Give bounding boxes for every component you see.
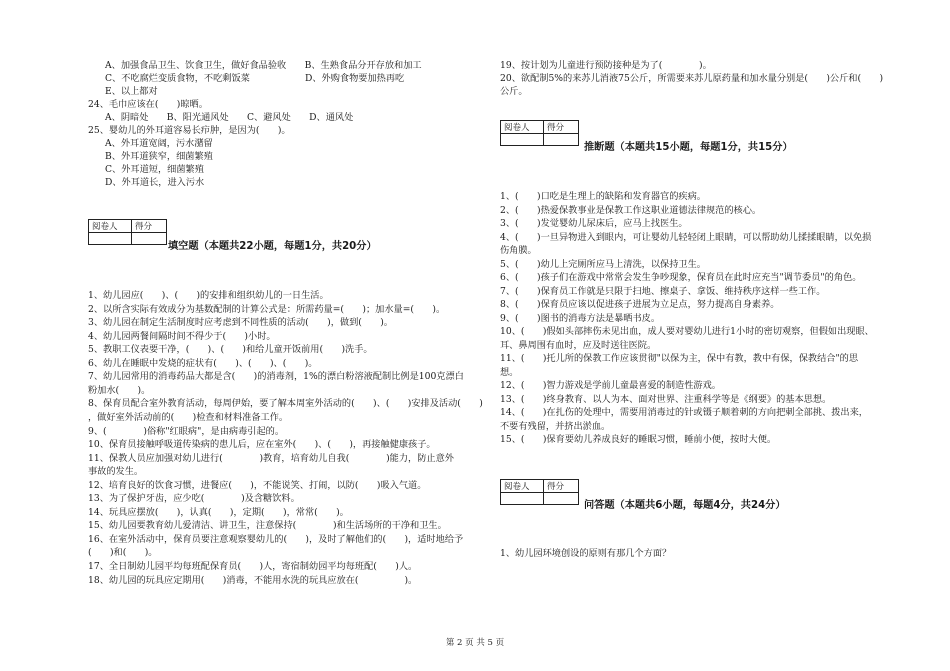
text-line: 5、教职工仪表要干净，( )、( )和给儿童开饭前用( )洗手。 <box>88 344 373 356</box>
text-line: 14、( )在扎伤的处理中，需要用消毒过的针或镊子顺着刺的方向把刺全部挑、拨出来， <box>500 407 868 418</box>
text-line: 24、毛巾应该在( )晾晒。 <box>88 99 208 110</box>
text-line: 1、幼儿园应( )、( )的安排和组织幼儿的一日生活。 <box>88 290 329 301</box>
text-line: 3、( )发觉婴幼儿尿床后，应马上找医生。 <box>500 218 688 229</box>
text-line: 12、培育良好的饮食习惯，进餐应( )，不能说笑、打闹，以防( )吸入气道。 <box>88 479 427 491</box>
judge-score-box <box>500 120 579 146</box>
score-cell: 得分 <box>544 480 579 493</box>
text-line: 13、为了保护牙齿，应少吃( )及含糖饮料。 <box>88 493 300 505</box>
text-line: C、不吃腐烂变质食物，不吃剩饭菜 D、外购食物要加热再吃 <box>105 73 405 84</box>
text-line: 9、( )俗称"红眼病"，是由病毒引起的。 <box>88 425 285 437</box>
text-line: 2、以所含实际有效成分为基数配制的计算公式是：所需药量=( )；加水量=( )。 <box>88 303 446 315</box>
text-line: 想。 <box>500 366 519 378</box>
text-line: 不要有残留，并挤出淤血。 <box>500 420 611 432</box>
text-line: 14、玩具应摆放( )，认真( )，定期( )，常常( )。 <box>88 506 349 518</box>
score-blank <box>132 233 167 245</box>
score-cell: 得分 <box>544 121 579 134</box>
reviewer-blank <box>501 134 544 146</box>
text-line: 15、幼儿园要教育幼儿爱清洁、讲卫生，注意保持( )和生活场所的干净和卫生。 <box>88 520 447 532</box>
fill-section-title: 填空题（本题共22小题，每题1分，共20分） <box>168 241 377 252</box>
text-line: 7、幼儿园常用的消毒药品大都是含( )的消毒剂，1%的漂白粉溶液配制比例是100克漂白 <box>88 371 464 383</box>
text-line: 18、幼儿园的玩具应定期用( )消毒，不能用水洗的玩具应放在( )。 <box>88 574 418 586</box>
text-line: B、外耳道狭窄，细菌繁殖 <box>105 151 213 162</box>
fill-score-box <box>88 219 167 245</box>
text-line: A、加强食品卫生、饮食卫生，做好食品验收 B、生熟食品分开存放和加工 <box>105 60 422 71</box>
text-line: 1、幼儿园环境创设的原则有那几个方面？ <box>500 548 672 559</box>
text-line: A、阴暗处 B、阳光通风处 C、避风处 D、通风处 <box>105 112 354 123</box>
text-line: 公斤。 <box>500 86 528 97</box>
text-line: 4、幼儿园两餐间隔时间不得少于( )小时。 <box>88 330 276 342</box>
reviewer-cell: 阅卷人 <box>89 220 132 233</box>
text-line: 20、欲配制5%的来苏儿消液75公斤，所需要来苏儿原药量和加水量分别是( )公斤和( ) <box>500 73 884 84</box>
text-line: 16、在室外活动中，保育员要注意观察婴幼儿的( )，及时了解他们的( )，适时地给予 <box>88 533 464 545</box>
text-line: 耳、鼻周围有血时，应及时送往医院。 <box>500 339 657 351</box>
text-line: 事故的发生。 <box>88 466 144 478</box>
text-line: 12、( )智力游戏是学前儿童最喜爱的制造性游戏。 <box>500 380 721 391</box>
text-line: 15、( )保育要幼儿养成良好的睡眠习惯，睡前小便，按时大便。 <box>500 434 777 445</box>
text-line: 11、( )托儿所的保教工作应该贯彻"以保为主，保中有教，教中有保，保教结合"的思 <box>500 353 859 364</box>
text-line: 17、全日制幼儿园平均每班配保育员( )人，寄宿制幼园平均每班配( )人。 <box>88 561 418 572</box>
reviewer-cell: 阅卷人 <box>501 121 544 134</box>
score-blank <box>544 493 579 505</box>
text-line: 6、( )孩子们在游戏中常常会发生争吵现象，保育员在此时应充当"调节委员"的角色。 <box>500 272 862 283</box>
text-line: 11、保教人员应加强对幼儿进行( )教育，培育幼儿自我( )能力，防止意外 <box>88 452 454 464</box>
text-line: 8、( )保育员应该以促进孩子进展为立足点，努力提高自身素养。 <box>500 299 780 310</box>
text-line: 8、保育员配合室外教育活动，每周伊始，要了解本周室外活动的( )、( )安排及活动( ) <box>88 398 483 410</box>
text-line: 粉加水( )。 <box>88 384 151 396</box>
text-line: ( )和( )。 <box>88 547 158 559</box>
page-footer: 第 2 页 共 5 页 <box>445 638 505 648</box>
text-line: C、外耳道短，细菌繁殖 <box>105 164 204 175</box>
text-line: 25、婴幼儿的外耳道容易长疖肿，是因为( )。 <box>88 125 291 136</box>
text-line: 伤角膜。 <box>500 245 537 256</box>
reviewer-blank <box>501 493 544 505</box>
text-line: 7、( )保育员工作就是只限于扫地、擦桌子、拿饭、维持秩序这样一些工作。 <box>500 285 826 297</box>
judge-section-title: 推断题（本题共15小题，每题1分，共15分） <box>584 142 793 153</box>
text-line: 2、( )热爱保教事业是保教工作这职业道德法律规范的核心。 <box>500 204 762 216</box>
text-line: 3、幼儿园在制定生活制度时应考虑到不同性质的活动( )，做到( )。 <box>88 317 393 329</box>
reviewer-blank <box>89 233 132 245</box>
reviewer-cell: 阅卷人 <box>501 480 544 493</box>
text-line: 10、( )假如头部摔伤未见出血，成人要对婴幼儿进行1小时的密切观察，但假如出现眼、 <box>500 326 874 337</box>
text-line: 19、按计划为儿童进行预防接种是为了( )。 <box>500 60 712 71</box>
text-line: 6、幼儿在睡眠中发烧的症状有( )、( )、( )。 <box>88 357 318 369</box>
text-line: ，做好室外活动前的( )检查和材料准备工作。 <box>88 411 289 423</box>
text-line: 9、( )图书的消毒方法是暴晒书皮。 <box>500 312 661 324</box>
text-line: 5、( )幼儿上完厕所应马上清洗，以保持卫生。 <box>500 258 706 270</box>
score-cell: 得分 <box>132 220 167 233</box>
text-line: E、以上都对 <box>105 86 158 97</box>
text-line: D、外耳道长，进入污水 <box>105 177 205 188</box>
text-line: A、外耳道宽阔，污水潴留 <box>105 138 213 149</box>
text-line: 10、保育员接触呼吸道传染病的患儿后，应在室外( )、( )，再接触健康孩子。 <box>88 439 436 451</box>
qa-section-title: 问答题（本题共6小题，每题4分，共24分） <box>584 500 786 511</box>
text-line: 1、( )口吃是生理上的缺陷和发育器官的疾病。 <box>500 191 706 202</box>
text-line: 4、( )一旦异物进入到眼内，可让婴幼儿轻轻闭上眼睛，可以帮助幼儿揉揉眼睛，以免损 <box>500 231 872 243</box>
score-blank <box>544 134 579 146</box>
text-line: 13、( )终身教育、以人为本、面对世界、注重科学等是《纲要》的基本思想。 <box>500 393 832 405</box>
qa-score-box <box>500 479 579 505</box>
